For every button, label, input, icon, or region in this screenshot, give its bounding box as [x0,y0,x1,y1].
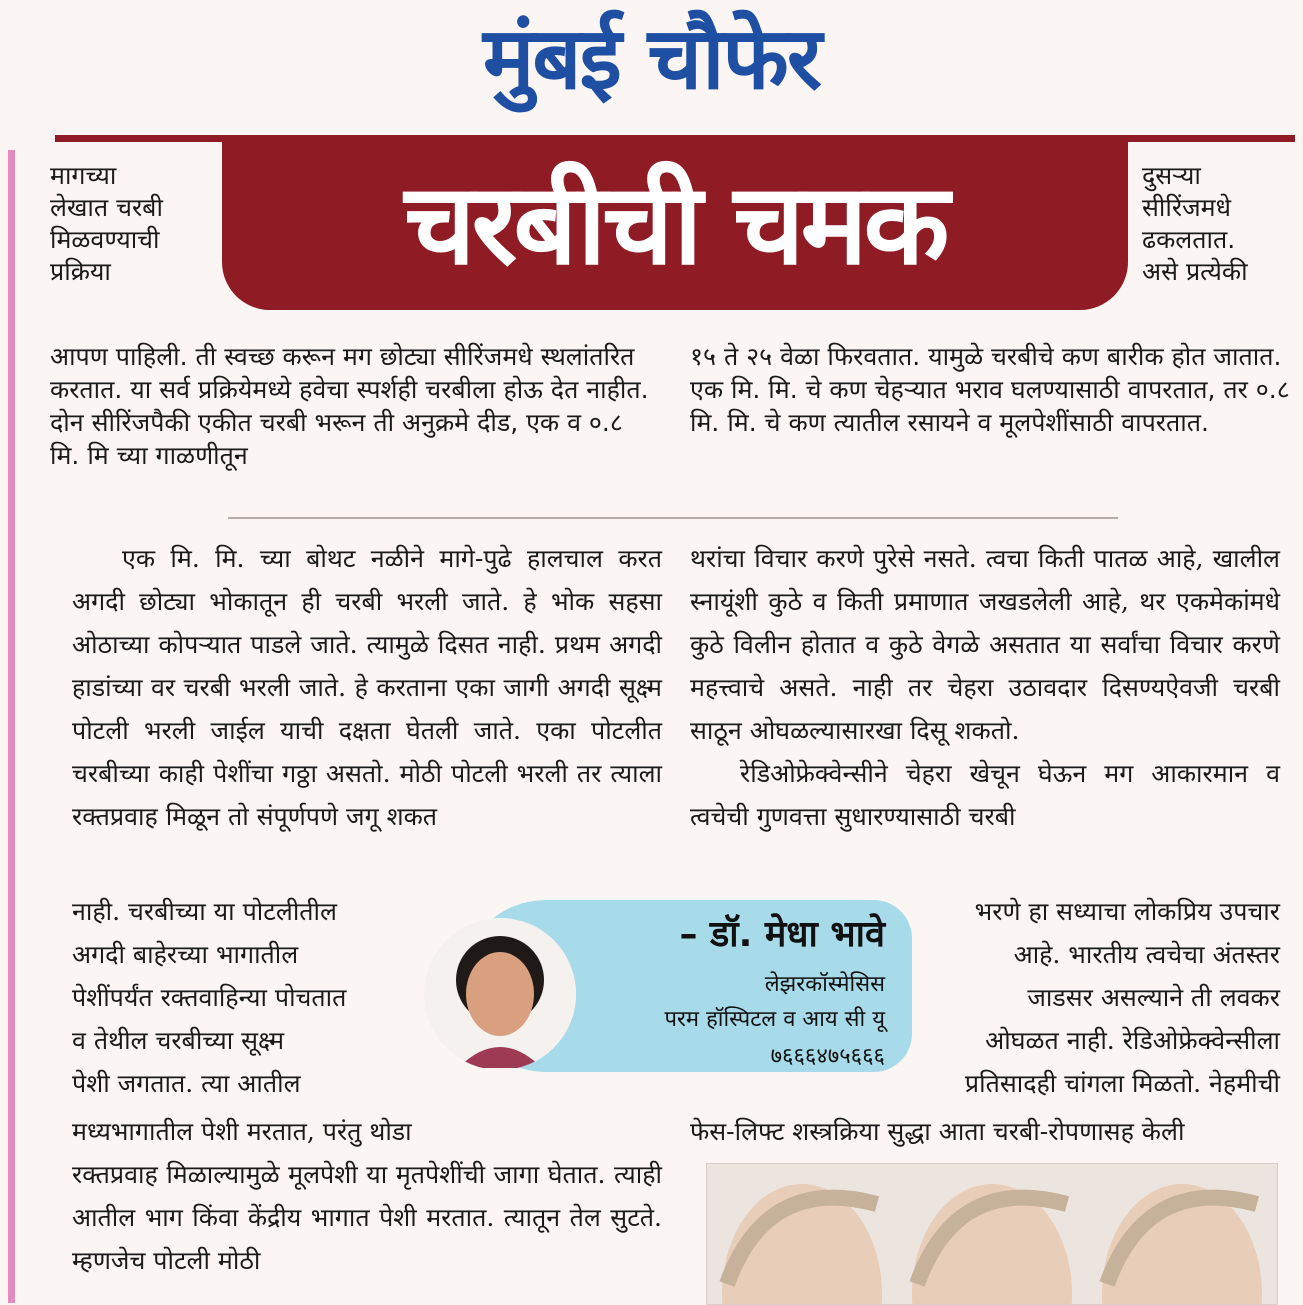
body-left-continuation: मध्यभागातील पेशी मरतात, परंतु थोडा रक्तप्रवाह मिळाल्यामुळे मूलपेशी या मृतपेशींची जागा घेतात. त्याही आतील भाग किंवा केंद्रीय भागात पेशी मरतात. त्यातून तेल सुटते. म्हणजेच पोटली मोठी [72,1117,662,1275]
author-photo [424,918,576,1070]
page-edge-rule [8,150,15,1303]
side-intro-left: मागच्या लेखात चरबी मिळवण्याची प्रक्रिया [50,161,163,286]
body-left-wrapped-lines: नाही. चरबीच्या या पोटलीतील अगदी बाहेरच्या भागातील पेशींपर्यंत रक्तवाहिन्या पोचतात व तेथील चरबीच्या सूक्ष्म पेशी जगतात. त्या आतील [72,897,347,1098]
body-right-last-line: फेस-लिफ्ट शस्त्रक्रिया सुद्धा आता चरबी-रोपणासह केली [690,1117,1185,1146]
author-role: लेझरकॉस्मेसिस [764,972,885,997]
side-intro-right: दुसऱ्या सीरिंजमधे ढकलतात. असे प्रत्येकी [1142,161,1248,286]
author-name: – डॉ. मेधा भावे [679,914,885,955]
body-paragraph-left: एक मि. मि. च्या बोथट नळीने मागे-पुढे हालचाल करत अगदी छोट्या भोकातून ही चरबी भरली जाते. हे भोक सहसा ओठाच्या कोपऱ्यात पाडले जाते. त्यामुळे दिसत नाही. प्रथम अगदी हाडांच्या वर चरबी भरली जाते. हे करताना एका जागी अगदी सूक्ष्म पोटली भरली जाईल याची दक्षता घेतली जाते. एका पोटलीत चरबीच्या काही पेशींचा गठ्ठा असतो. मोठी पोटली भरली तर त्याला रक्तप्रवाह मिळून तो संपूर्णपणे जगू शकत [72,544,662,831]
masthead-title: मुंबई चौफेर [482,9,821,109]
intro-paragraph-right: १५ ते २५ वेळा फिरवतात. यामुळे चरबीचे कण बारीक होत जातात. एक मि. मि. चे कण चेहऱ्यात भराव घलण्यासाठी वापरतात, तर ०.८ मि. मि. चे कण त्यातील रसायने व मूलपेशींसाठी वापरतात. [690,342,1290,437]
headline-banner: चरबीची चमक [222,140,1128,310]
author-hospital: परम हॉस्पिटल व आय सी यू [664,1007,885,1032]
section-divider [228,517,1118,519]
author-phone: ७६६६४७५६६६ [770,1044,885,1069]
before-after-photos [706,1163,1278,1305]
body-paragraph-right: थरांचा विचार करणे पुरेसे नसते. त्वचा किती पातळ आहे, खालील स्नायूंशी कुठे व किती प्रमाणात जखडलेली आहे, थर एकमेकांमधे कुठे विलीन होतात व कुठे वेगळे असतात या सर्वांचा विचार करणे महत्त्वाचे असते. नाही तर चेहरा उठावदार दिसण्यऐवजी चरबी साठून ओघळल्यासारखा दिसू शकतो. रेडिओफ्रेक्वेन्सीने चेहरा खेचून घेऊन मग आकारमान व त्वचेची गुणवत्ता सुधारण्यासाठी चरबी [690,544,1280,831]
body-right-wrapped-lines: भरणे हा सध्याचा लोकप्रिय उपचार आहे. भारतीय त्वचेचा अंतस्तर जाडसर असल्याने ती लवकर ओघळत नाही. रेडिओफ्रेक्वेन्सीला प्रतिसादही चांगला मिळतो. नेहमीची [964,897,1280,1098]
intro-paragraph-left: आपण पाहिली. ती स्वच्छ करून मग छोट्या सीरिंजमधे स्थलांतरित करतात. या सर्व प्रक्रियेमध्ये हवेचा स्पर्शही चरबीला होऊ देत नाहीत. दोन सीरिंजपैकी एकीत चरबी भरून ती अनुक्रमे दीड, एक व ०.८ मि. मि च्या गाळणीतून [50,342,649,470]
